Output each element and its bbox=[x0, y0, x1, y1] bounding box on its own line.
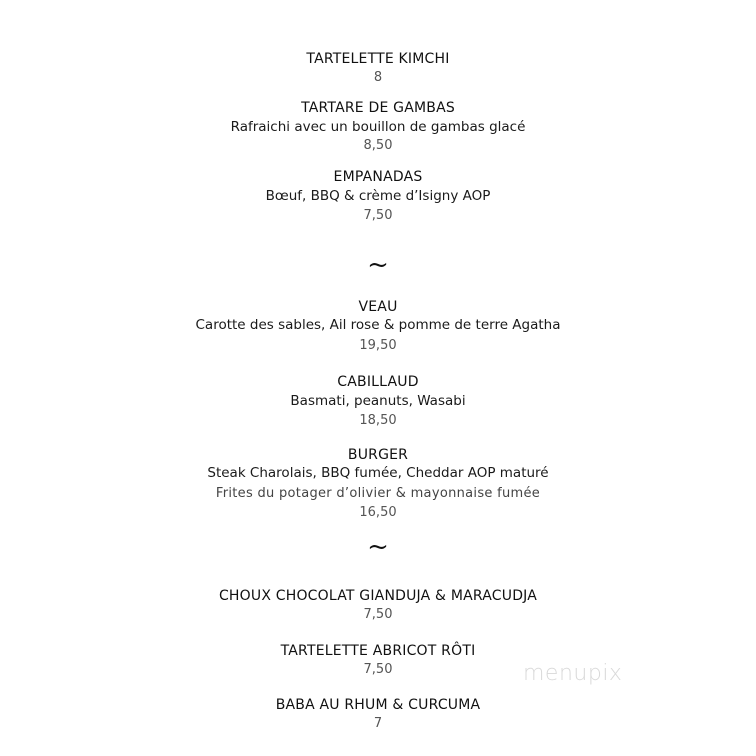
menu-item-description: Bœuf, BBQ & crème d’Isigny AOP bbox=[265, 188, 491, 204]
menu-item-side: Frites du potager d’olivier & mayonnaise fumée bbox=[215, 486, 541, 501]
menu-item-price: 18,50 bbox=[359, 413, 397, 428]
menu-item-price: 7,50 bbox=[363, 607, 393, 622]
menu-item-name: CABILLAUD bbox=[337, 374, 419, 390]
menu-item-name: BURGER bbox=[347, 447, 409, 463]
menu-item-price: 8,50 bbox=[363, 138, 393, 153]
menu-item-description: Basmati, peanuts, Wasabi bbox=[290, 393, 466, 409]
menu-item-description: Carotte des sables, Ail rose & pomme de terre Agatha bbox=[195, 317, 561, 333]
section-separator: ~ bbox=[367, 532, 389, 562]
watermark-logo: menupix bbox=[523, 661, 623, 686]
menu-item-price: 7,50 bbox=[363, 208, 393, 223]
menu-item-name: EMPANADAS bbox=[333, 169, 423, 185]
menu-item-name: TARTARE DE GAMBAS bbox=[301, 100, 455, 116]
menu-item-description: Rafraichi avec un bouillon de gambas glacé bbox=[230, 119, 526, 135]
menu-item-price: 7 bbox=[373, 716, 383, 731]
menu-item-name: BABA AU RHUM & CURCUMA bbox=[275, 697, 481, 713]
menu-item-name: CHOUX CHOCOLAT GIANDUJA & MARACUDJA bbox=[218, 588, 538, 604]
section-separator: ~ bbox=[367, 250, 389, 280]
menu-item-name: TARTELETTE KIMCHI bbox=[306, 51, 450, 67]
menu-item-description: Steak Charolais, BBQ fumée, Cheddar AOP maturé bbox=[207, 465, 549, 481]
menu-item-price: 16,50 bbox=[359, 505, 397, 520]
menu-item-name: VEAU bbox=[358, 299, 398, 315]
menu-item-price: 8 bbox=[373, 70, 383, 85]
menu-item-price: 7,50 bbox=[363, 662, 393, 677]
menu-item-name: TARTELETTE ABRICOT RÔTI bbox=[280, 643, 476, 659]
menu-item-price: 19,50 bbox=[359, 338, 397, 353]
